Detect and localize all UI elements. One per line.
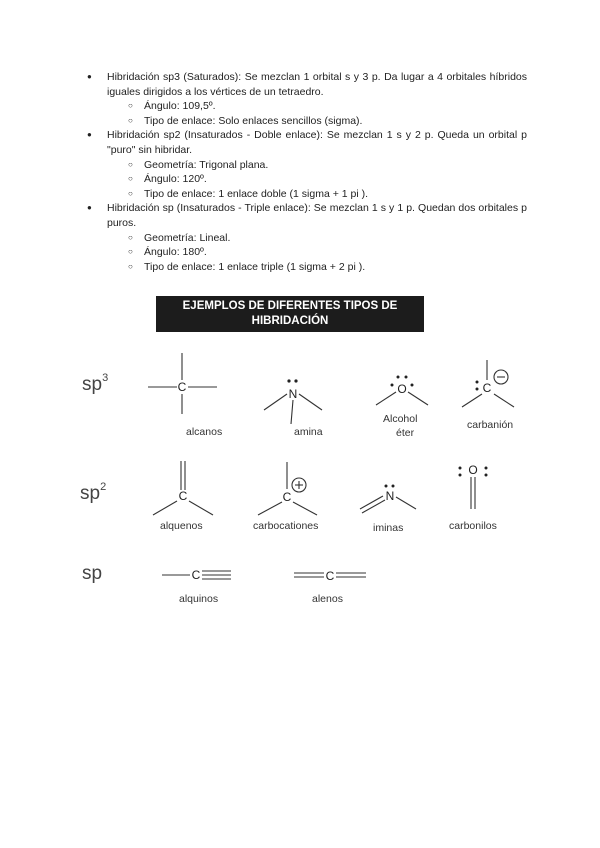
carbocation-carbon: C [282, 490, 292, 504]
label-carbanion: carbanión [467, 419, 514, 431]
sub-bullet-sp-angle: ○ Ángulo: 180º. [87, 245, 527, 260]
carbocation-structure [258, 462, 317, 515]
sub-bullet-sp2-angle: ○ Ángulo: 120º. [87, 172, 527, 187]
carbonyl-structure [471, 477, 475, 509]
label-alquinos: alquinos [179, 593, 219, 605]
label-alcohol: Alcohol [383, 413, 418, 425]
allene-carbon: C [325, 569, 335, 583]
label-alenos: alenos [312, 593, 343, 605]
bullet-sp2: ● Hibridación sp2 (Insaturados - Doble enlace): Se mezclan 1 s y 2 p. Queda un orbital p "puro" sin hibridar. [87, 128, 527, 157]
label-iminas: iminas [373, 522, 404, 534]
imine-nitrogen: N [385, 489, 395, 503]
sp2-label-exp: 2 [100, 481, 107, 493]
sp3-label-main: sp [82, 374, 103, 395]
alkene-carbon: C [178, 489, 188, 503]
sp2-label-main: sp [80, 483, 101, 504]
sub-bullet-sp-bond: ○ Tipo de enlace: 1 enlace triple (1 sigma + 2 pi ). [87, 260, 527, 275]
label-carbonilos: carbonilos [449, 520, 497, 532]
sub-bullet-sp2-bond: ○ Tipo de enlace: 1 enlace doble (1 sigma + 1 pi ). [87, 187, 527, 202]
label-eter: éter [396, 427, 415, 439]
alkene-structure [153, 461, 213, 515]
sub-bullet-sp3-angle: ○ Ángulo: 109,5º. [87, 99, 527, 114]
alcohol-oxygen: O [397, 382, 407, 396]
sub-bullet-sp-geometry: ○ Geometría: Lineal. [87, 231, 527, 246]
label-alquenos: alquenos [160, 520, 203, 532]
label-alcanos: alcanos [186, 426, 223, 438]
sp3-label-exp: 3 [102, 372, 109, 384]
sub-bullet-sp2-geometry: ○ Geometría: Trigonal plana. [87, 158, 527, 173]
label-carbocationes: carbocationes [253, 520, 319, 532]
sp-label-main: sp [82, 563, 103, 584]
bullet-sp3: ● Hibridación sp3 (Saturados): Se mezclan 1 orbital s y 3 p. Da lugar a 4 orbitales híbridos iguales dirigidos a los vértices de un tetraedro. [87, 70, 527, 99]
carbonyl-oxygen: O [468, 463, 478, 477]
alkyne-carbon: C [191, 568, 201, 582]
bullet-sp: ● Hibridación sp (Insaturados - Triple enlace): Se mezclan 1 s y 1 p. Quedan dos orbitales p puros. [87, 201, 527, 230]
sub-bullet-sp3-bond: ○ Tipo de enlace: Solo enlaces sencillos (sigma). [87, 114, 527, 129]
banner-line-1: EJEMPLOS DE DIFERENTES TIPOS DE [182, 300, 398, 312]
label-amina: amina [294, 426, 323, 438]
amine-nitrogen: N [288, 387, 298, 401]
banner-line-2: HIBRIDACIÓN [251, 315, 329, 327]
alkane-carbon: C [177, 380, 187, 394]
carbanion-carbon: C [482, 381, 492, 395]
